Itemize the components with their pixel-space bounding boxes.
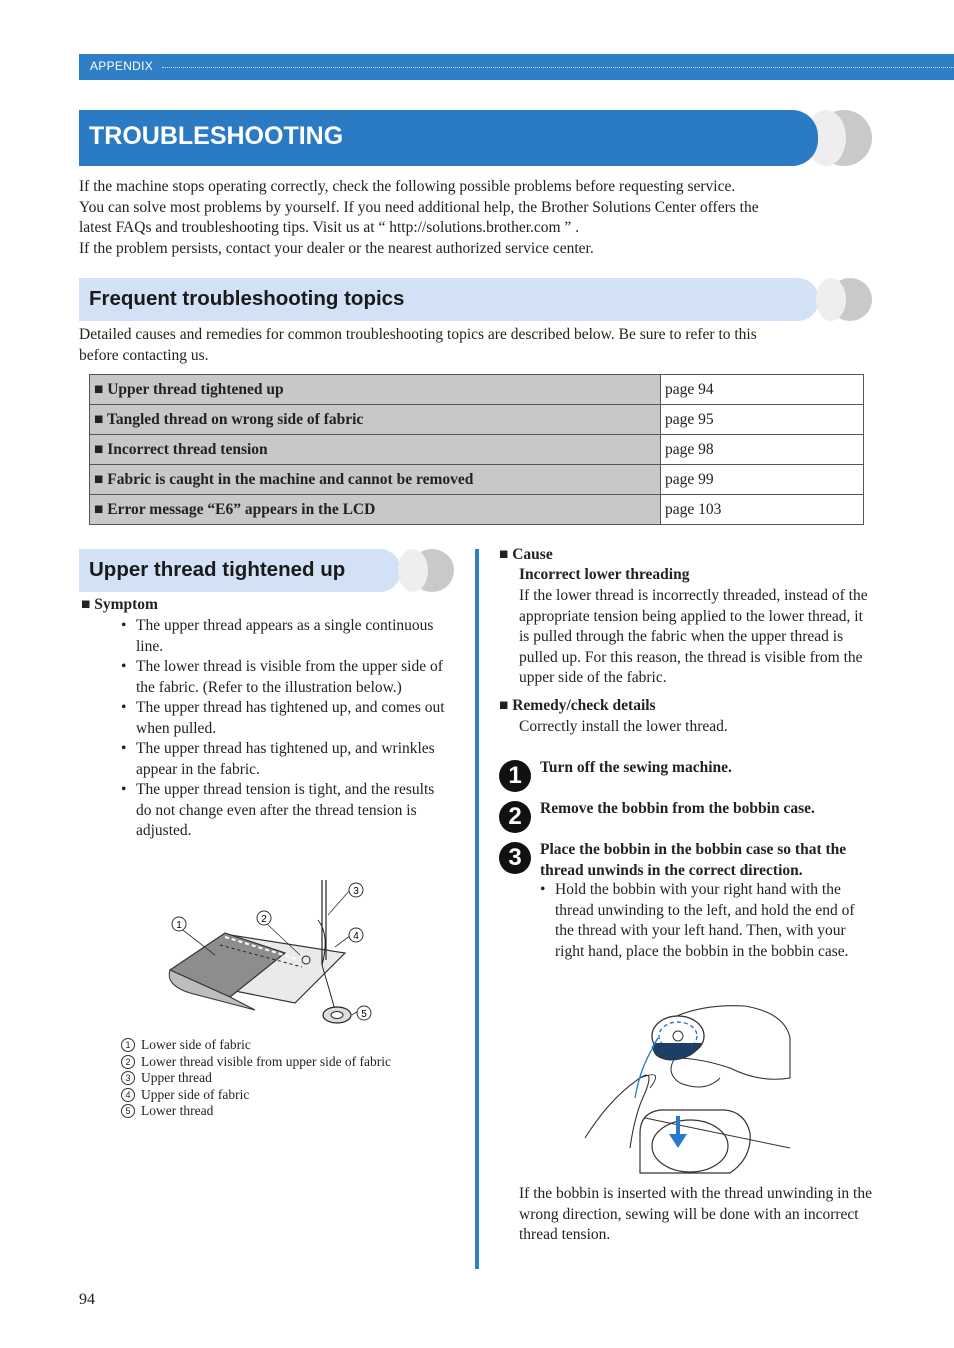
topic-cell[interactable]: ■ Upper thread tightened up (90, 375, 661, 405)
callout-1: 1 (176, 920, 182, 931)
legend-text: Lower thread visible from upper side of fabric (141, 1053, 392, 1069)
legend-item (121, 1070, 451, 1087)
intro-line: If the problem persists, contact your dealer or the nearest authorized service center. (79, 239, 594, 257)
frequent-description (79, 325, 879, 366)
legend-num: 3 (121, 1071, 135, 1085)
table-row[interactable] (90, 495, 864, 525)
legend-item (121, 1103, 451, 1120)
legend-item (121, 1054, 451, 1071)
intro-line: If the machine stops operating correctly, check the following possible problems before requesting service. (79, 178, 736, 195)
topic-cell[interactable]: ■ Error message “E6” appears in the LCD (90, 495, 661, 525)
legend-num: 1 (121, 1038, 135, 1052)
step-text: Remove the bobbin from the bobbin case. (540, 800, 815, 817)
bobbin-note: If the bobbin is inserted with the thread unwinding in the wrong direction, sewing will be done with an incorrect thread tension. (519, 1185, 872, 1243)
intro-paragraph (79, 177, 879, 259)
header-rule (162, 67, 954, 68)
bobbin-illustration (580, 998, 795, 1175)
legend-text: Lower thread (141, 1103, 214, 1118)
legend-text: Lower side of fabric (141, 1037, 251, 1052)
table-row[interactable] (90, 465, 864, 495)
description-line: before contacting us. (79, 346, 209, 364)
legend-text: Upper thread (141, 1070, 212, 1085)
list-item: • The upper thread has tightened up, and wrinkles appear in the fabric. (121, 739, 446, 780)
column-divider (475, 549, 479, 1269)
legend-num: 5 (121, 1104, 135, 1118)
page-ref-cell[interactable]: page 99 (661, 465, 864, 495)
list-item: • The upper thread appears as a single continuous line. (121, 616, 446, 657)
section-deco-circle (816, 278, 846, 321)
section-deco-circle (398, 549, 428, 592)
remedy-label: ■ Remedy/check details (499, 697, 656, 714)
remedy-text: Correctly install the lower thread. (519, 718, 728, 735)
topics-table (89, 374, 864, 525)
page-ref-cell[interactable]: page 103 (661, 495, 864, 525)
table-row[interactable] (90, 435, 864, 465)
fabric-thread-illustration (160, 875, 380, 1035)
topic-cell[interactable]: ■ Fabric is caught in the machine and cannot be removed (90, 465, 661, 495)
legend-item (121, 1087, 451, 1104)
legend-num: 2 (121, 1055, 135, 1069)
page-title: TROUBLESHOOTING (89, 122, 344, 150)
illustration-legend (121, 1037, 451, 1120)
callout-2: 2 (261, 914, 267, 925)
cause-subtitle: Incorrect lower threading (519, 566, 690, 583)
callout-3: 3 (353, 886, 359, 897)
cause-text: If the lower thread is incorrectly threaded, instead of the appropriate tension being applied to the lower thread, it is pulled through the fabric when the upper thread is pulled up. For this reason, the thread is visible from the upper side of the fabric. (519, 587, 868, 686)
table-row[interactable] (90, 375, 864, 405)
page-ref-cell[interactable]: page 95 (661, 405, 864, 435)
callout-5: 5 (361, 1009, 367, 1020)
list-item: • The upper thread tension is tight, and the results do not change even after the thread tension is adjusted. (121, 780, 446, 842)
symptom-label: ■ Symptom (81, 596, 158, 613)
step3-detail-list (540, 880, 875, 962)
section-label: APPENDIX (90, 59, 154, 73)
topic-cell[interactable]: ■ Incorrect thread tension (90, 435, 661, 465)
step-number: 3 (499, 842, 531, 874)
callout-4: 4 (353, 931, 359, 942)
step-text: Place the bobbin in the bobbin case so that the thread unwinds in the correct direction. (540, 841, 847, 879)
intro-line: You can solve most problems by yourself. If you need additional help, the Brother Solutions Center offers the (79, 198, 759, 216)
symptom-list (121, 616, 446, 842)
table-row[interactable] (90, 405, 864, 435)
page-ref-cell[interactable]: page 94 (661, 375, 864, 405)
legend-text: Upper side of fabric (141, 1086, 250, 1102)
page-number: 94 (79, 1291, 95, 1308)
list-item: • Hold the bobbin with your right hand with the thread unwinding to the left, and hold the end of the thread with your left hand. Then, with your right hand, place the bobbin in the bobbin case. (540, 880, 875, 962)
legend-item (121, 1037, 451, 1054)
section-title-frequent: Frequent troubleshooting topics (89, 287, 405, 310)
section-title-upper: Upper thread tightened up (89, 558, 346, 581)
step-number: 1 (499, 760, 531, 792)
legend-num: 4 (121, 1088, 135, 1102)
topic-cell[interactable]: ■ Tangled thread on wrong side of fabric (90, 405, 661, 435)
list-item: • The lower thread is visible from the upper side of the fabric. (Refer to the illustration below.) (121, 657, 446, 698)
list-item: • The upper thread has tightened up, and comes out when pulled. (121, 698, 446, 739)
description-line: Detailed causes and remedies for common troubleshooting topics are described below. Be sure to refer to this (79, 326, 757, 343)
step-text: Turn off the sewing machine. (540, 759, 732, 776)
intro-line: latest FAQs and troubleshooting tips. Visit us at “ http://solutions.brother.com ” . (79, 219, 580, 236)
page-ref-cell[interactable]: page 98 (661, 435, 864, 465)
cause-label: ■ Cause (499, 546, 553, 563)
step-number: 2 (499, 801, 531, 833)
